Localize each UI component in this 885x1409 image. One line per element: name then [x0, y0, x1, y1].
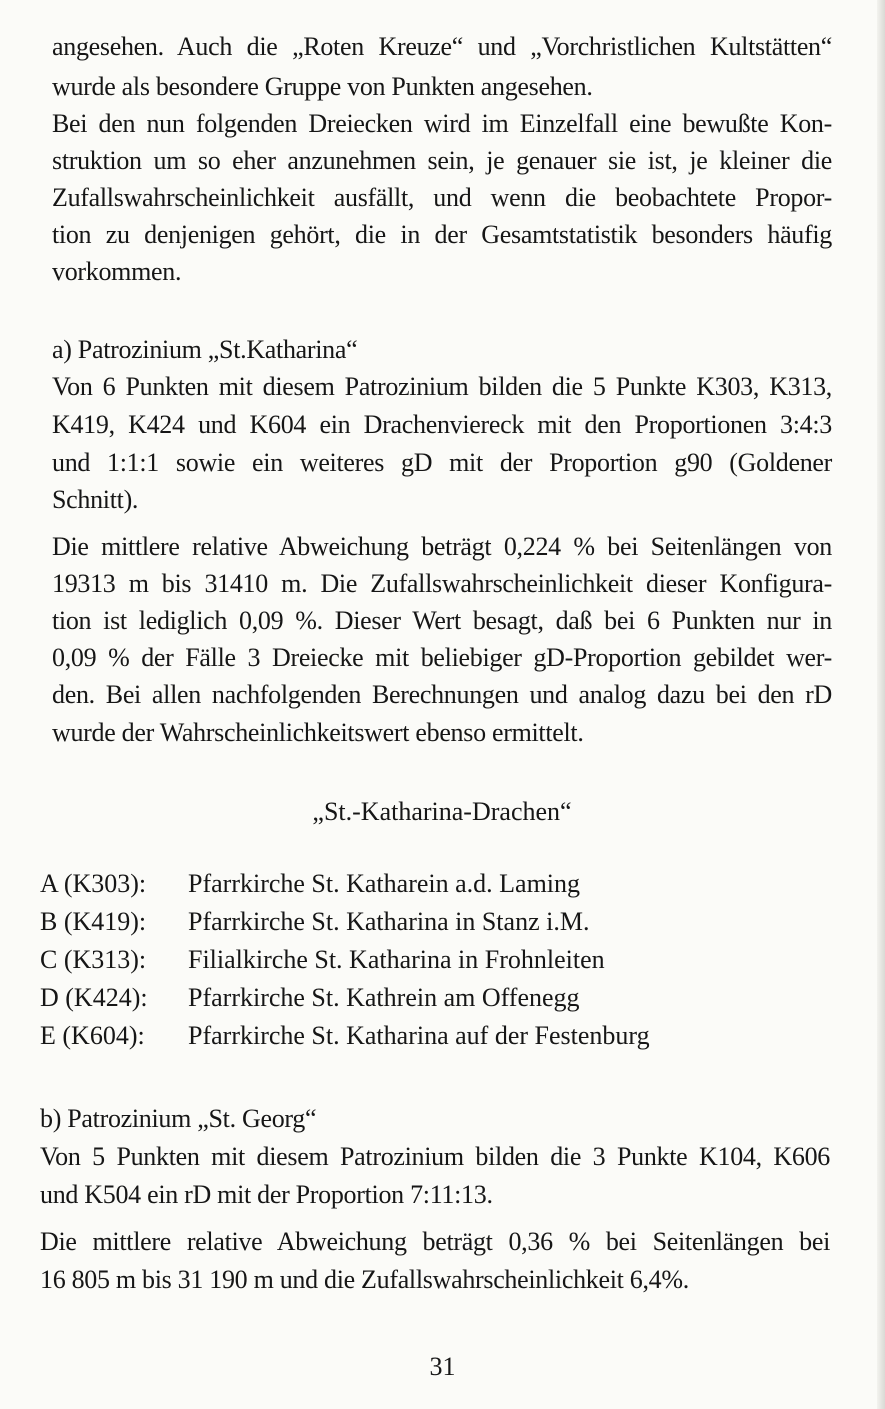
list-item-key: C (K313): [40, 945, 147, 974]
text-line: und K504 ein rD mit der Proportion 7:11:13. [40, 1180, 493, 1209]
list-item-value: Pfarrkirche St. Katharina in Stanz i.M. [188, 907, 590, 936]
text-line: Schnitt). [52, 485, 139, 514]
text-line: Die mittlere relative Abweichung beträgt 0,36 % bei Seitenlängen bei [40, 1227, 830, 1256]
list-item-value: Pfarrkirche St. Katharina auf der Festenburg [188, 1021, 650, 1050]
list-item-key: E (K604): [40, 1021, 145, 1050]
list-item-value: Filialkirche St. Katharina in Frohnleiten [188, 945, 605, 974]
text-line: wurde der Wahrscheinlichkeitswert ebenso ermittelt. [52, 718, 584, 747]
section-heading: b) Patrozinium „St. Georg“ [40, 1104, 317, 1133]
text-line: tion zu denjenigen gehört, die in der Gesamtstatistik besonders häufig [52, 220, 832, 249]
list-item-value: Pfarrkirche St. Kathrein am Offenegg [188, 983, 580, 1012]
text-line: und 1:1:1 sowie ein weiteres gD mit der Proportion g90 (Goldener [52, 448, 832, 477]
text-line: Zufallswahrscheinlichkeit ausfällt, und wenn die beobachtete Propor- [52, 183, 832, 212]
text-line: Von 5 Punkten mit diesem Patrozinium bilden die 3 Punkte K104, K606 [40, 1142, 830, 1171]
text-line: Bei den nun folgenden Dreiecken wird im Einzelfall eine bewußte Kon- [52, 109, 832, 138]
text-line: vorkommen. [52, 257, 182, 286]
text-line: Die mittlere relative Abweichung beträgt 0,224 % bei Seitenlängen von [52, 532, 832, 561]
text-line: K419, K424 und K604 ein Drachenviereck mit den Proportionen 3:4:3 [52, 410, 832, 439]
text-line: 16 805 m bis 31 190 m und die Zufallswahrscheinlichkeit 6,4%. [40, 1265, 689, 1294]
text-line: struktion um so eher anzunehmen sein, je genauer sie ist, je kleiner die [52, 146, 832, 175]
list-item-key: A (K303): [40, 869, 147, 898]
text-line: 0,09 % der Fälle 3 Dreiecke mit beliebiger gD-Proportion gebildet wer- [52, 643, 832, 672]
page-edge-shadow [877, 0, 885, 1409]
text-line: tion ist lediglich 0,09 %. Dieser Wert besagt, daß bei 6 Punkten nur in [52, 606, 832, 635]
list-title: „St.-Katharina-Drachen“ [312, 797, 572, 826]
list-item-key: B (K419): [40, 907, 147, 936]
text-line: wurde als besondere Gruppe von Punkten angesehen. [52, 72, 593, 101]
list-item-key: D (K424): [40, 983, 148, 1012]
text-line: 19313 m bis 31410 m. Die Zufallswahrscheinlichkeit dieser Konfigura- [52, 569, 832, 598]
text-line: den. Bei allen nachfolgenden Berechnungen und analog dazu bei den rD [52, 680, 832, 709]
text-line: Von 6 Punkten mit diesem Patrozinium bilden die 5 Punkte K303, K313, [52, 372, 832, 401]
text-line: angesehen. Auch die „Roten Kreuze“ und „Vorchristlichen Kultstätten“ [52, 32, 832, 61]
section-heading: a) Patrozinium „St.Katharina“ [52, 335, 358, 364]
list-item-value: Pfarrkirche St. Katharein a.d. Laming [188, 869, 581, 898]
page-number: 31 [429, 1352, 456, 1381]
